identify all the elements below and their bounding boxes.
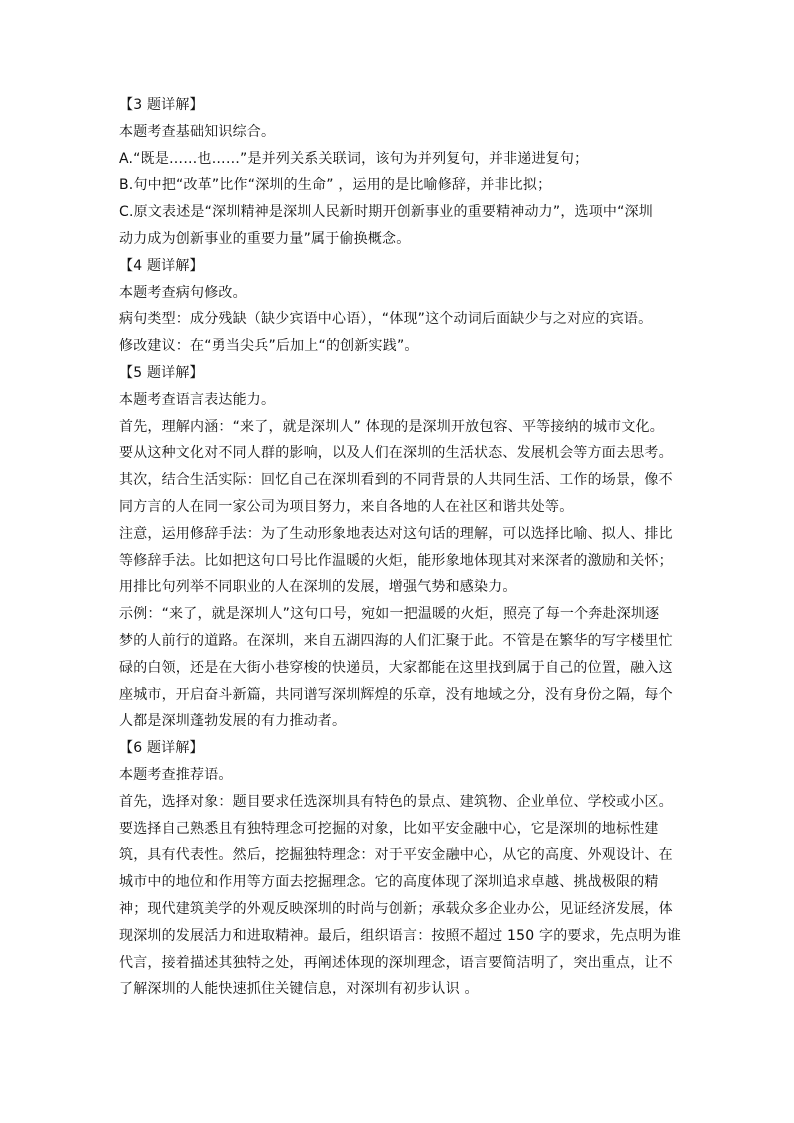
document-body <box>119 92 682 1003</box>
paragraph-line: 本题考查语言表达能力。 <box>119 391 276 408</box>
paragraph-line: 病句类型：成分残缺（缺少宾语中心语），“体现”这个动词后面缺少与之对应的宾语。 <box>119 311 653 328</box>
paragraph-line: A.“既是……也……”是并列关系关联词，该句为并列复句，并非递进复句； <box>119 150 589 167</box>
paragraph-line: C.原文表述是“深圳精神是深圳人民新时期开创新事业的重要精神动力”，选项中“深圳 <box>119 204 653 221</box>
paragraph-line: 现深圳的发展活力和进取精神。最后，组织语言：按照不超过 150 字的要求，先点明为谁 <box>119 927 682 944</box>
heading-q5: 【5 题详解】 <box>119 364 204 381</box>
paragraph-line: 修改建议：在“勇当尖兵”后加上“的创新实践”。 <box>119 338 419 355</box>
heading-q4: 【4 题详解】 <box>119 257 204 274</box>
paragraph-line: 其次，结合生活实际：回忆自己在深圳看到的不同背景的人共同生活、工作的场景，像不 <box>119 472 673 489</box>
paragraph-line: 本题考查病句修改。 <box>119 284 247 301</box>
paragraph-line: 代言，接着描述其独特之处，再阐述体现的深圳理念，语言要简洁明了，突出重点，让不 <box>119 954 673 971</box>
paragraph-line: 注意，运用修辞手法：为了生动形象地表达对这句话的理解，可以选择比喻、拟人、排比 <box>119 525 673 542</box>
paragraph-line: 本题考查基础知识综合。 <box>119 123 276 140</box>
paragraph-line: B.句中把“改革”比作“深圳的生命” ，运用的是比喻修辞，并非比拟； <box>119 177 552 194</box>
paragraph-line: 首先，理解内涵：“来了，就是深圳人” 体现的是深圳开放包容、平等接纳的城市文化。 <box>119 418 664 435</box>
paragraph-line: 梦的人前行的道路。在深圳，来自五湖四海的人们汇聚于此。不管是在繁华的写字楼里忙 <box>119 632 673 649</box>
paragraph-line: 动力成为创新事业的重要力量”属于偷换概念。 <box>119 230 411 247</box>
paragraph-line: 要选择自己熟悉且有独特理念可挖掘的对象，比如平安金融中心，它是深圳的地标性建 <box>119 820 659 837</box>
paragraph-line: 神；现代建筑美学的外观反映深圳的时尚与创新；承载众多企业办公，见证经济发展，体 <box>119 900 673 917</box>
paragraph-line: 筑，具有代表性。然后，挖掘独特理念：对于平安金融中心，从它的高度、外观设计、在 <box>119 847 673 864</box>
heading-q3: 【3 题详解】 <box>119 97 204 113</box>
paragraph-line: 示例：“来了，就是深圳人”这句口号，宛如一把温暖的火炬，照亮了每一个奔赴深圳逐 <box>119 606 660 623</box>
paragraph-line: 碌的白领，还是在大街小巷穿梭的快递员，大家都能在这里找到属于自己的位置，融入这 <box>119 659 673 676</box>
paragraph-line: 本题考查推荐语。 <box>119 766 233 783</box>
paragraph-line: 要从这种文化对不同人群的影响，以及人们在深圳的生活状态、发展机会等方面去思考。 <box>119 445 673 462</box>
paragraph-line: 首先，选择对象：题目要求任选深圳具有特色的景点、建筑物、企业单位、学校或小区。 <box>119 793 673 810</box>
paragraph-line: 等修辞手法。比如把这句口号比作温暖的火炬，能形象地体现其对来深者的激励和关怀； <box>119 552 673 569</box>
paragraph-line: 用排比句列举不同职业的人在深圳的发展，增强气势和感染力。 <box>119 579 517 596</box>
paragraph-line: 了解深圳的人能快速抓住关键信息，对深圳有初步认识 。 <box>119 981 479 998</box>
paragraph-line: 同方言的人在同一家公司为项目努力，来自各地的人在社区和谐共处等。 <box>119 498 574 515</box>
paragraph-line: 城市中的地位和作用等方面去挖掘理念。它的高度体现了深圳追求卓越、挑战极限的精 <box>119 874 659 891</box>
heading-q6: 【6 题详解】 <box>119 740 204 757</box>
paragraph-line: 座城市，开启奋斗新篇，共同谱写深圳辉煌的乐章，没有地域之分，没有身份之隔，每个 <box>119 686 673 703</box>
paragraph-line: 人都是深圳蓬勃发展的有力推动者。 <box>119 713 347 730</box>
